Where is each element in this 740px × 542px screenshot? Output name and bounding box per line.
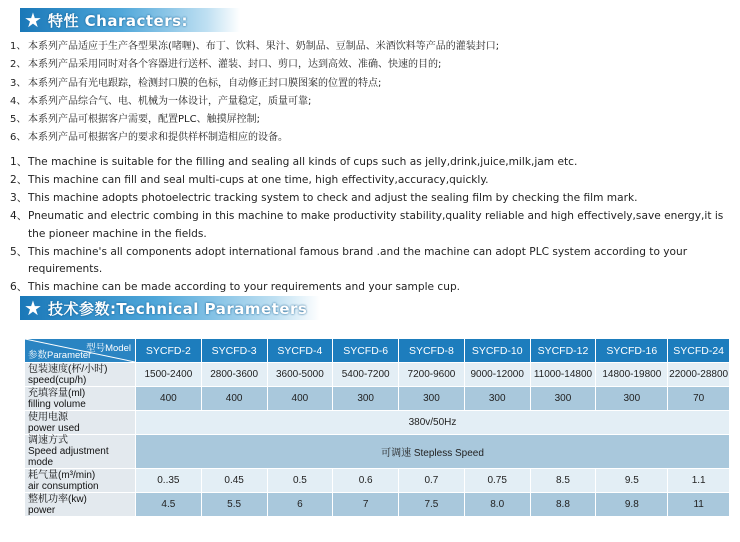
row-label-cell: 调速方式 Speed adjustment mode — [25, 435, 136, 469]
value-cell: 0.5 — [267, 469, 333, 493]
technical-title: 技术参数:Technical Parameters — [47, 299, 308, 318]
model-header-cell: SYCFD-12 — [530, 339, 596, 363]
en-item: 2、 This machine can fill and seal multi-cups at one time, high effectivity,accuracy,quickly. — [10, 173, 489, 186]
value-cell: 22000-28800 — [668, 363, 730, 387]
star-icon: ★ — [24, 296, 42, 320]
value-cell: 6 — [267, 493, 333, 517]
value-cell: 8.5 — [530, 469, 596, 493]
model-header-cell: SYCFD-4 — [267, 339, 333, 363]
value-cell: 300 — [399, 387, 465, 411]
value-cell: 7.5 — [399, 493, 465, 517]
cn-item: 2、 本系列产品采用同时对各个容器进行送杯、灌装、封口、剪口，达到高效、准确、快速的目的; — [10, 59, 442, 71]
en-item: 4、 Pneumatic and electric combing in this machine to make productivity stability,quality reliable and high effectively,save energy,it is the pioneer machine in the fields. — [10, 209, 724, 240]
value-cell: 3600-5000 — [267, 363, 333, 387]
characters-cn-list — [10, 38, 735, 148]
technical-parameters-table — [24, 338, 730, 517]
table-header-row — [25, 339, 730, 363]
span-value-cell: 380v/50Hz — [135, 411, 729, 435]
value-cell: 11000-14800 — [530, 363, 596, 387]
characters-banner — [20, 8, 240, 32]
table-row-filling-volume — [25, 387, 730, 411]
en-item: 5、 This machine's all components adopt international famous brand .and the machine can adopt PLC system according to your requirements. — [10, 245, 688, 276]
cn-item: 5、 本系列产品可根据客户需要，配置PLC、触摸屏控制; — [10, 114, 260, 126]
row-label-cell: 充填容量(ml) filling volume — [25, 387, 136, 411]
value-cell: 300 — [464, 387, 530, 411]
value-cell: 0.7 — [399, 469, 465, 493]
model-header-cell: SYCFD-24 — [668, 339, 730, 363]
value-cell: 11 — [668, 493, 730, 517]
value-cell: 400 — [267, 387, 333, 411]
row-label-cell: 使用电源 power used — [25, 411, 136, 435]
model-header-cell: SYCFD-6 — [333, 339, 399, 363]
table-row-air-consumption — [25, 469, 730, 493]
value-cell: 0..35 — [135, 469, 201, 493]
value-cell: 400 — [201, 387, 267, 411]
row-label-cell: 包装速度(杯/小时) speed(cup/h) — [25, 363, 136, 387]
value-cell: 14800-19800 — [596, 363, 668, 387]
row-label-cell: 耗气量(m³/min) air consumption — [25, 469, 136, 493]
value-cell: 7 — [333, 493, 399, 517]
star-icon: ★ — [24, 8, 42, 32]
value-cell: 0.45 — [201, 469, 267, 493]
technical-banner — [20, 296, 320, 320]
model-header-cell: SYCFD-3 — [201, 339, 267, 363]
table-row-power-used — [25, 411, 730, 435]
value-cell: 0.75 — [464, 469, 530, 493]
row-label-cell: 整机功率(kw) power — [25, 493, 136, 517]
cn-item: 1、 本系列产品适应于生产各型果冻(啫喱)、布丁、饮料、果汁、奶制品、豆制品、米酒饮料等产品的灌装封口; — [10, 41, 500, 52]
en-item: 3、 This machine adopts photoelectric tracking system to check and adjust the sealing film by checking the film mark. — [10, 191, 638, 204]
cn-item: 4、 本系列产品综合气、电、机械为一体设计，产量稳定，质量可靠; — [10, 95, 312, 107]
characters-en-list — [10, 154, 735, 297]
value-cell: 7200-9600 — [399, 363, 465, 387]
value-cell: 9.8 — [596, 493, 668, 517]
value-cell: 300 — [596, 387, 668, 411]
characters-title: 特性 Characters: — [47, 11, 189, 30]
model-label: 型号Model — [86, 343, 131, 354]
table-row-speed-adjustment — [25, 435, 730, 469]
value-cell: 9.5 — [596, 469, 668, 493]
value-cell: 5.5 — [201, 493, 267, 517]
value-cell: 9000-12000 — [464, 363, 530, 387]
value-cell: 300 — [333, 387, 399, 411]
value-cell: 2800-3600 — [201, 363, 267, 387]
model-header-cell: SYCFD-8 — [399, 339, 465, 363]
value-cell: 1500-2400 — [135, 363, 201, 387]
value-cell: 0.6 — [333, 469, 399, 493]
cn-item: 3、 本系列产品有光电跟踪，检测封口膜的色标，自动修正封口膜图案的位置的特点; — [10, 77, 382, 89]
model-header-cell: SYCFD-10 — [464, 339, 530, 363]
header-corner-cell — [25, 339, 136, 363]
value-cell: 300 — [530, 387, 596, 411]
en-item: 1、 The machine is suitable for the filling and sealing all kinds of cups such as jelly,drink,juice,milk,jam etc. — [10, 156, 578, 168]
value-cell: 400 — [135, 387, 201, 411]
en-item: 6、 This machine can be made according to your requirements and your sample cup. — [10, 281, 461, 294]
span-value-cell: 可调速 Stepless Speed — [135, 435, 729, 469]
model-header-cell: SYCFD-16 — [596, 339, 668, 363]
value-cell: 8.8 — [530, 493, 596, 517]
cn-item: 6、 本系列产品可根据客户的要求和提供样杯制造相应的设备。 — [10, 132, 288, 144]
value-cell: 5400-7200 — [333, 363, 399, 387]
value-cell: 70 — [668, 387, 730, 411]
value-cell: 4.5 — [135, 493, 201, 517]
value-cell: 1.1 — [668, 469, 730, 493]
parameter-label: 参数Parameter — [28, 350, 92, 361]
model-header-cell: SYCFD-2 — [135, 339, 201, 363]
table-row-speed — [25, 363, 730, 387]
value-cell: 8.0 — [464, 493, 530, 517]
table-row-power — [25, 493, 730, 517]
